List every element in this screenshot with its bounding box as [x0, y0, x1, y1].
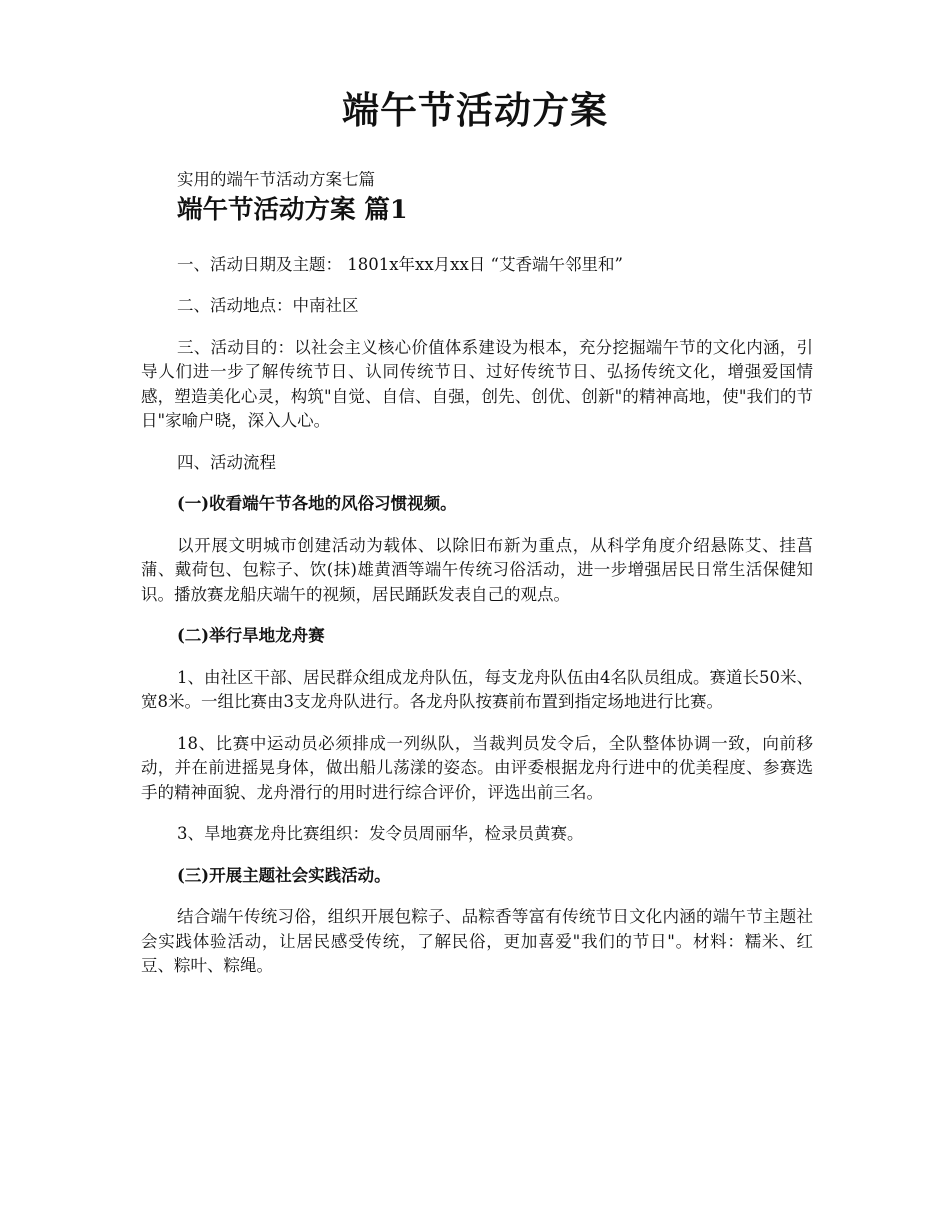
subheading-watch-video: (一)收看端午节各地的风俗习惯视频。 — [177, 494, 457, 513]
paragraph-activity-purpose: 三、活动目的：以社会主义核心价值体系建设为根本，充分挖掘端午节的文化内涵，引导人们进一步了解传统节日、认同传统节日、过好传统节日、弘扬传统文化，增强爱国情感，塑造美化心灵，构筑"自觉、自信、自强，创先、创优、创新"的精神高地，使"我们的节日"家喻户晓，深入人心。 — [141, 337, 813, 430]
paragraph-dragon-boat-rules: 18、比赛中运动员必须排成一列纵队，当裁判员发令后，全队整体协调一致，向前移动，并在前进摇晃身体，做出船儿荡漾的姿态。由评委根据龙舟行进中的优美程度、参赛选手的精神面貌、龙舟滑行的用时进行综合评价，评选出前三名。 — [141, 733, 813, 802]
paragraph-activity-date: 一、活动日期及主题： 1801x年xx月xx日 “艾香端午邻里和” — [177, 254, 623, 274]
paragraph-video-details: 以开展文明城市创建活动为载体、以除旧布新为重点，从科学角度介绍悬陈艾、挂菖蒲、戴荷包、包粽子、饮(抹)雄黄酒等端午传统习俗活动，进一步增强居民日常生活保健知识。播放赛龙船庆端午的视频，居民踊跃发表自己的观点。 — [141, 535, 813, 604]
paragraph-dragon-boat-teams: 1、由社区干部、居民群众组成龙舟队伍，每支龙舟队伍由4名队员组成。赛道长50米、宽8米。一组比赛由3支龙舟队进行。各龙舟队按赛前布置到指定场地进行比赛。 — [141, 667, 813, 711]
subheading-dragon-boat: (二)举行旱地龙舟赛 — [177, 626, 325, 645]
document-body — [141, 168, 813, 979]
section-heading: 端午节活动方案 篇1 — [177, 194, 408, 225]
paragraph-activity-process: 四、活动流程 — [177, 452, 276, 472]
document-subtitle: 实用的端午节活动方案七篇 — [177, 170, 375, 189]
subheading-social-practice: (三)开展主题社会实践活动。 — [177, 865, 391, 885]
document-title: 端午节活动方案 — [342, 88, 608, 132]
paragraph-dragon-boat-organizers: 3、旱地赛龙舟比赛组织：发令员周丽华，检录员黄赛。 — [177, 824, 584, 843]
paragraph-activity-location: 二、活动地点：中南社区 — [177, 296, 359, 315]
paragraph-social-practice: 结合端午传统习俗，组织开展包粽子、品粽香等富有传统节日文化内涵的端午节主题社会实践体验活动，让居民感受传统，了解民俗，更加喜爱"我们的节日"。材料：糯米、红豆、粽叶、粽绳。 — [141, 907, 813, 975]
